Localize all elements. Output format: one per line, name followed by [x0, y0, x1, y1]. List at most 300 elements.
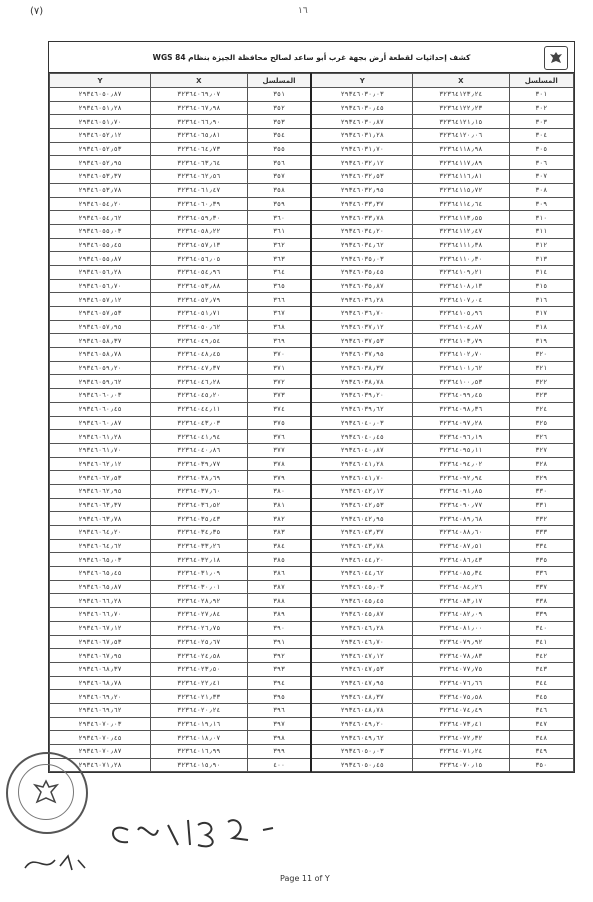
cell-x: ٣٢٣٦٤٠٨٥٫٣٤ — [413, 567, 509, 581]
table-row — [50, 334, 574, 348]
cell-y: ٢٩٣٤٦٠٣٧٫١٢ — [311, 320, 412, 334]
cell-y: ٢٩٣٤٦٠٥٧٫١٢ — [50, 293, 151, 307]
table-row — [50, 594, 574, 608]
cell-y: ٢٩٣٤٦٠٧٠٫٨٧ — [50, 745, 151, 759]
cell-x: ٣٢٣٦٤٠٦٢٫٥٦ — [151, 170, 247, 184]
cell-x: ٣٢٣٦٤١٠٣٫٧٩ — [413, 334, 509, 348]
cell-serial: ٣٣٨ — [509, 594, 574, 608]
table-row — [50, 580, 574, 594]
table-row — [50, 745, 574, 759]
table-row — [50, 170, 574, 184]
cell-y: ٢٩٣٤٦٠٣٥٫٤٥ — [311, 265, 412, 279]
cell-y: ٢٩٣٤٦٠٣٥٫٠٣ — [311, 252, 412, 266]
document-title: كشف إحداثيات لقطعة أرض بجهة غرب أبو ساعد لصالح محافظة الجيزة بنظام WGS 84 — [152, 52, 471, 62]
coordinates-table-frame — [48, 41, 575, 773]
cell-y: ٢٩٣٤٦٠٦٧٫٩٥ — [50, 649, 151, 663]
cell-x: ٣٢٣٦٤١٢١٫١٥ — [413, 115, 509, 129]
cell-y: ٢٩٣٤٦٠٣٤٫٦٢ — [311, 238, 412, 252]
cell-serial: ٣٤٣ — [509, 662, 574, 676]
cell-serial: ٣٦٨ — [247, 320, 311, 334]
cell-serial: ٣٣٩ — [509, 608, 574, 622]
cell-x: ٣٢٣٦٤١٠٥٫٩٦ — [413, 307, 509, 321]
cell-serial: ٣٣٠ — [509, 484, 574, 498]
cell-x: ٣٢٣٦٤٠١٦٫٩٩ — [151, 745, 247, 759]
cell-serial: ٣٢٤ — [509, 402, 574, 416]
cell-y: ٢٩٣٤٦٠٥٥٫٨٧ — [50, 252, 151, 266]
cell-y: ٢٩٣٤٦٠٣١٫٢٨ — [311, 129, 412, 143]
cell-x: ٣٢٣٦٤٠٧٦٫٦٦ — [413, 676, 509, 690]
cell-y: ٢٩٣٤٦٠٣٩٫٢٠ — [311, 389, 412, 403]
cell-y: ٢٩٣٤٦٠٥٢٫١٢ — [50, 129, 151, 143]
cell-y: ٢٩٣٤٦٠٦٩٫٦٢ — [50, 703, 151, 717]
cell-serial: ٣١٧ — [509, 307, 574, 321]
cell-x: ٣٢٣٦٤٠٧٣٫٤١ — [413, 717, 509, 731]
cell-y: ٢٩٣٤٦٠٦٩٫٢٠ — [50, 690, 151, 704]
cell-y: ٢٩٣٤٦٠٣٩٫٦٢ — [311, 402, 412, 416]
cell-x: ٣٢٣٦٤٠٢٧٫٨٤ — [151, 608, 247, 622]
cell-y: ٢٩٣٤٦٠٥٢٫٩٥ — [50, 156, 151, 170]
table-row — [50, 402, 574, 416]
cell-serial: ٣٩٥ — [247, 690, 311, 704]
cell-serial: ٣٩٢ — [247, 649, 311, 663]
cell-y: ٢٩٣٤٦٠٣٨٫٧٨ — [311, 375, 412, 389]
table-row — [50, 320, 574, 334]
cell-serial: ٣٨٦ — [247, 567, 311, 581]
cell-x: ٣٢٣٦٤٠٦٤٫٧٣ — [151, 142, 247, 156]
cell-y: ٢٩٣٤٦٠٣٢٫٥٣ — [311, 170, 412, 184]
cell-x: ٣٢٣٦٤٠٢٢٫٤١ — [151, 676, 247, 690]
cell-y: ٢٩٣٤٦٠٤٥٫٨٧ — [311, 608, 412, 622]
page-corner-number: (٧) — [30, 6, 44, 17]
cell-serial: ٣٢٦ — [509, 430, 574, 444]
table-row — [50, 676, 574, 690]
cell-y: ٢٩٣٤٦٠٤٢٫١٢ — [311, 484, 412, 498]
cell-serial: ٣٨٣ — [247, 526, 311, 540]
cell-serial: ٣٠٥ — [509, 142, 574, 156]
cell-y: ٢٩٣٤٦٠٤٥٫٤٥ — [311, 594, 412, 608]
cell-serial: ٣٦٧ — [247, 307, 311, 321]
cell-x: ٣٢٣٦٤٠٢٠٫٢٤ — [151, 703, 247, 717]
cell-x: ٣٢٣٦٤٠٢٤٫٥٨ — [151, 649, 247, 663]
cell-y: ٢٩٣٤٦٠٦٤٫٢٠ — [50, 526, 151, 540]
cell-x: ٣٢٣٦٤١١٤٫٦٤ — [413, 197, 509, 211]
cell-x: ٣٢٣٦٤٠٦١٫٤٧ — [151, 183, 247, 197]
cell-x: ٣٢٣٦٤٠٧١٫٢٤ — [413, 745, 509, 759]
cell-serial: ٣٧٨ — [247, 457, 311, 471]
cell-y: ٢٩٣٤٦٠٤٢٫٥٣ — [311, 498, 412, 512]
cell-x: ٣٢٣٦٤٠٩٨٫٣٦ — [413, 402, 509, 416]
cell-y: ٢٩٣٤٦٠٥٧٫٩٥ — [50, 320, 151, 334]
cell-serial: ٣٣٤ — [509, 539, 574, 553]
cell-x: ٣٢٣٦٤٠٨٤٫٢٦ — [413, 580, 509, 594]
table-row — [50, 484, 574, 498]
table-row — [50, 416, 574, 430]
table-row — [50, 238, 574, 252]
cell-y: ٢٩٣٤٦٠٥٠٫٤٥ — [311, 758, 412, 772]
cell-y: ٢٩٣٤٦٠٥١٫٧٠ — [50, 115, 151, 129]
cell-y: ٢٩٣٤٦٠٤٦٫٧٠ — [311, 635, 412, 649]
cell-serial: ٣٠٨ — [509, 183, 574, 197]
cell-y: ٢٩٣٤٦٠٦٢٫٥٣ — [50, 471, 151, 485]
table-row — [50, 703, 574, 717]
cell-y: ٢٩٣٤٦٠٦٣٫٧٨ — [50, 512, 151, 526]
cell-y: ٢٩٣٤٦٠٣٢٫٩٥ — [311, 183, 412, 197]
cell-x: ٣٢٣٦٤١٠٨٫١٣ — [413, 279, 509, 293]
cell-serial: ٣٥١ — [247, 88, 311, 102]
cell-x: ٣٢٣٦٤٠٩٠٫٧٧ — [413, 498, 509, 512]
cell-serial: ٤٠٠ — [247, 758, 311, 772]
eagle-emblem-icon — [544, 46, 568, 70]
table-row — [50, 252, 574, 266]
cell-x: ٣٢٣٦٤٠٤٨٫٤٥ — [151, 348, 247, 362]
cell-serial: ٣٧٢ — [247, 375, 311, 389]
cell-x: ٣٢٣٦٤٠١٨٫٠٧ — [151, 731, 247, 745]
cell-y: ٢٩٣٤٦٠٤٧٫٩٥ — [311, 676, 412, 690]
cell-y: ٢٩٣٤٦٠٤٠٫٤٥ — [311, 430, 412, 444]
cell-x: ٣٢٣٦٤٠٨٣٫١٧ — [413, 594, 509, 608]
table-row — [50, 88, 574, 102]
cell-serial: ٣٩٨ — [247, 731, 311, 745]
cell-x: ٣٢٣٦٤٠٨٩٫٦٨ — [413, 512, 509, 526]
cell-y: ٢٩٣٤٦٠٥٢٫٥٣ — [50, 142, 151, 156]
cell-x: ٣٢٣٦٤٠٥٠٫٦٢ — [151, 320, 247, 334]
cell-y: ٢٩٣٤٦٠٥٥٫٤٥ — [50, 238, 151, 252]
cell-x: ٣٢٣٦٤٠٣٩٫٧٧ — [151, 457, 247, 471]
title-bar — [49, 42, 574, 73]
cell-x: ٣٢٣٦٤١٠١٫٦٢ — [413, 361, 509, 375]
cell-serial: ٣١٩ — [509, 334, 574, 348]
cell-y: ٢٩٣٤٦٠٣٥٫٨٧ — [311, 279, 412, 293]
cell-x: ٣٢٣٦٤٠٥١٫٧١ — [151, 307, 247, 321]
table-row — [50, 553, 574, 567]
table-row — [50, 690, 574, 704]
cell-x: ٣٢٣٦٤٠٩٦٫١٩ — [413, 430, 509, 444]
cell-x: ٣٢٣٦٤٠٢٣٫٥٠ — [151, 662, 247, 676]
cell-x: ٣٢٣٦٤٠٤٦٫٢٨ — [151, 375, 247, 389]
cell-x: ٣٢٣٦٤٠٥٨٫٢٢ — [151, 224, 247, 238]
handwritten-initials — [20, 848, 90, 878]
page-top-number: ١٦ — [298, 6, 308, 16]
cell-y: ٢٩٣٤٦٠٤٨٫٧٨ — [311, 703, 412, 717]
cell-x: ٣٢٣٦٤٠٧٠٫١٥ — [413, 758, 509, 772]
cell-serial: ٣٧٦ — [247, 430, 311, 444]
cell-y: ٢٩٣٤٦٠٣٧٫٥٣ — [311, 334, 412, 348]
table-body — [50, 88, 574, 772]
cell-x: ٣٢٣٦٤٠٥٣٫٨٨ — [151, 279, 247, 293]
cell-serial: ٣٥٩ — [247, 197, 311, 211]
cell-x: ٣٢٣٦٤١٠٩٫٢١ — [413, 265, 509, 279]
cell-x: ٣٢٣٦٤٠٨٦٫٤٣ — [413, 553, 509, 567]
official-stamp — [6, 752, 88, 834]
cell-serial: ٣٤٩ — [509, 745, 574, 759]
table-header-row — [50, 74, 574, 88]
cell-serial: ٣٩٠ — [247, 621, 311, 635]
cell-serial: ٣٢٧ — [509, 443, 574, 457]
cell-serial: ٣١٠ — [509, 211, 574, 225]
cell-serial: ٣٠٦ — [509, 156, 574, 170]
cell-y: ٢٩٣٤٦٠٦٥٫٤٥ — [50, 567, 151, 581]
cell-x: ٣٢٣٦٤١١٦٫٨١ — [413, 170, 509, 184]
cell-y: ٢٩٣٤٦٠٥٨٫٧٨ — [50, 348, 151, 362]
cell-x: ٣٢٣٦٤١٢٢٫٢٣ — [413, 101, 509, 115]
eagle-seal-glyph — [31, 777, 61, 807]
table-row — [50, 649, 574, 663]
header-serial-right: المسلسل — [509, 74, 574, 88]
cell-serial: ٣٤٤ — [509, 676, 574, 690]
table-row — [50, 375, 574, 389]
cell-x: ٣٢٣٦٤٠٤٠٫٨٦ — [151, 443, 247, 457]
coordinates-table — [49, 73, 574, 772]
cell-serial: ٣٦٤ — [247, 265, 311, 279]
cell-y: ٢٩٣٤٦٠٦٨٫٧٨ — [50, 676, 151, 690]
cell-serial: ٣٥٤ — [247, 129, 311, 143]
cell-y: ٢٩٣٤٦٠٤٣٫٧٨ — [311, 539, 412, 553]
cell-x: ٣٢٣٦٤٠٧٧٫٧٥ — [413, 662, 509, 676]
table-row — [50, 758, 574, 772]
cell-x: ٣٢٣٦٤٠٤٧٫٣٧ — [151, 361, 247, 375]
cell-x: ٣٢٣٦٤٠٣٠٫٠١ — [151, 580, 247, 594]
cell-y: ٢٩٣٤٦٠٦٦٫٢٨ — [50, 594, 151, 608]
cell-x: ٣٢٣٦٤٠٦٠٫٣٩ — [151, 197, 247, 211]
cell-x: ٣٢٣٦٤٠٧٩٫٩٢ — [413, 635, 509, 649]
cell-y: ٢٩٣٤٦٠٣٦٫٢٨ — [311, 293, 412, 307]
cell-y: ٢٩٣٤٦٠٣٠٫٠٣ — [311, 88, 412, 102]
cell-serial: ٣٢٥ — [509, 416, 574, 430]
cell-x: ٣٢٣٦٤٠٥٤٫٩٦ — [151, 265, 247, 279]
cell-x: ٣٢٣٦٤٠٩١٫٨٥ — [413, 484, 509, 498]
eagle-emblem-icon-glyph — [548, 50, 564, 66]
cell-x: ٣٢٣٦٤٠٥٧٫١٣ — [151, 238, 247, 252]
cell-y: ٢٩٣٤٦٠٧١٫٢٨ — [50, 758, 151, 772]
page-footer: Page 11 of Y — [280, 874, 330, 883]
cell-serial: ٣١٢ — [509, 238, 574, 252]
cell-y: ٢٩٣٤٦٠٦٢٫٩٥ — [50, 484, 151, 498]
cell-x: ٣٢٣٦٤١١٣٫٥٥ — [413, 211, 509, 225]
cell-serial: ٣٠٢ — [509, 101, 574, 115]
cell-x: ٣٢٣٦٤٠٤٩٫٥٤ — [151, 334, 247, 348]
table-row — [50, 293, 574, 307]
cell-y: ٢٩٣٤٦٠٥٠٫٨٧ — [50, 88, 151, 102]
cell-x: ٣٢٣٦٤١١٢٫٤٧ — [413, 224, 509, 238]
cell-serial: ٣٦١ — [247, 224, 311, 238]
cell-serial: ٣٩٧ — [247, 717, 311, 731]
cell-serial: ٣٩٣ — [247, 662, 311, 676]
cell-serial: ٣٤٢ — [509, 649, 574, 663]
cell-serial: ٣٣٢ — [509, 512, 574, 526]
cell-serial: ٣٨١ — [247, 498, 311, 512]
cell-serial: ٣٢٩ — [509, 471, 574, 485]
cell-serial: ٣٩٤ — [247, 676, 311, 690]
cell-y: ٢٩٣٤٦٠٥٤٫٦٢ — [50, 211, 151, 225]
cell-serial: ٣٨٨ — [247, 594, 311, 608]
table-row — [50, 197, 574, 211]
table-row — [50, 498, 574, 512]
cell-y: ٢٩٣٤٦٠٥٩٫٢٠ — [50, 361, 151, 375]
cell-x: ٣٢٣٦٤٠٩٧٫٢٨ — [413, 416, 509, 430]
cell-serial: ٣٤٠ — [509, 621, 574, 635]
cell-x: ٣٢٣٦٤٠٣٧٫٦٠ — [151, 484, 247, 498]
cell-serial: ٣١٦ — [509, 293, 574, 307]
cell-y: ٢٩٣٤٦٠٤١٫٧٠ — [311, 471, 412, 485]
header-x-left: X — [151, 74, 247, 88]
table-row — [50, 129, 574, 143]
cell-y: ٢٩٣٤٦٠٥٧٫٥٣ — [50, 307, 151, 321]
cell-serial: ٣٢٣ — [509, 389, 574, 403]
cell-x: ٣٢٣٦٤٠٨١٫٠٠ — [413, 621, 509, 635]
cell-y: ٢٩٣٤٦٠٥٣٫٣٧ — [50, 170, 151, 184]
cell-x: ٣٢٣٦٤١١٠٫٣٠ — [413, 252, 509, 266]
cell-serial: ٣٧٥ — [247, 416, 311, 430]
cell-y: ٢٩٣٤٦٠٥٥٫٠٣ — [50, 224, 151, 238]
cell-y: ٢٩٣٤٦٠٥٩٫٦٢ — [50, 375, 151, 389]
cell-y: ٢٩٣٤٦٠٤٠٫٠٣ — [311, 416, 412, 430]
header-serial-left: المسلسل — [247, 74, 311, 88]
cell-x: ٣٢٣٦٤٠١٥٫٩٠ — [151, 758, 247, 772]
table-row — [50, 471, 574, 485]
cell-x: ٣٢٣٦٤٠٥٢٫٧٩ — [151, 293, 247, 307]
cell-x: ٣٢٣٦٤٠٨٨٫٦٠ — [413, 526, 509, 540]
cell-serial: ٣٣٣ — [509, 526, 574, 540]
cell-x: ٣٢٣٦٤٠٩٥٫١١ — [413, 443, 509, 457]
cell-serial: ٣٥٣ — [247, 115, 311, 129]
cell-x: ٣٢٣٦٤٠٧٥٫٥٨ — [413, 690, 509, 704]
cell-y: ٢٩٣٤٦٠٤٦٫٢٨ — [311, 621, 412, 635]
table-row — [50, 621, 574, 635]
cell-x: ٣٢٣٦٤٠١٩٫١٦ — [151, 717, 247, 731]
cell-y: ٢٩٣٤٦٠٥٤٫٢٠ — [50, 197, 151, 211]
cell-y: ٢٩٣٤٦٠٤٧٫٥٣ — [311, 662, 412, 676]
cell-x: ٣٢٣٦٤٠٦٥٫٨١ — [151, 129, 247, 143]
cell-x: ٣٢٣٦٤١٢٠٫٠٦ — [413, 129, 509, 143]
table-row — [50, 142, 574, 156]
cell-x: ٣٢٣٦٤٠٥٦٫٠٥ — [151, 252, 247, 266]
cell-x: ٣٢٣٦٤٠٧٨٫٨٣ — [413, 649, 509, 663]
cell-y: ٢٩٣٤٦٠٣٢٫١٢ — [311, 156, 412, 170]
cell-serial: ٣٤٥ — [509, 690, 574, 704]
cell-y: ٢٩٣٤٦٠٦٠٫٤٥ — [50, 402, 151, 416]
cell-x: ٣٢٣٦٤٠٢٦٫٧٥ — [151, 621, 247, 635]
eagle-seal-icon — [18, 764, 74, 820]
table-row — [50, 389, 574, 403]
cell-serial: ٣٤١ — [509, 635, 574, 649]
cell-serial: ٣٤٦ — [509, 703, 574, 717]
cell-serial: ٣٦٥ — [247, 279, 311, 293]
cell-x: ٣٢٣٦٤٠٧٢٫٣٢ — [413, 731, 509, 745]
cell-x: ٣٢٣٦٤٠٦٣٫٦٤ — [151, 156, 247, 170]
table-row — [50, 348, 574, 362]
cell-serial: ٣٧١ — [247, 361, 311, 375]
cell-x: ٣٢٣٦٤٠٩٤٫٠٢ — [413, 457, 509, 471]
cell-x: ٣٢٣٦٤٠٦٦٫٩٠ — [151, 115, 247, 129]
cell-serial: ٣٨٩ — [247, 608, 311, 622]
cell-x: ٣٢٣٦٤٠٢٥٫٦٧ — [151, 635, 247, 649]
cell-y: ٢٩٣٤٦٠٧٠٫٤٥ — [50, 731, 151, 745]
cell-y: ٢٩٣٤٦٠٤٨٫٣٧ — [311, 690, 412, 704]
cell-y: ٢٩٣٤٦٠٥٠٫٠٣ — [311, 745, 412, 759]
table-row — [50, 430, 574, 444]
cell-x: ٣٢٣٦٤٠٣٦٫٥٢ — [151, 498, 247, 512]
cell-y: ٢٩٣٤٦٠٦٧٫٥٣ — [50, 635, 151, 649]
cell-y: ٢٩٣٤٦٠٦٠٫٨٧ — [50, 416, 151, 430]
cell-serial: ٣٨٢ — [247, 512, 311, 526]
cell-serial: ٣٥٠ — [509, 758, 574, 772]
cell-serial: ٣٠٣ — [509, 115, 574, 129]
cell-x: ٣٢٣٦٤١١٥٫٧٢ — [413, 183, 509, 197]
cell-x: ٣٢٣٦٤٠٣٨٫٦٩ — [151, 471, 247, 485]
cell-y: ٢٩٣٤٦٠٣٣٫٣٧ — [311, 197, 412, 211]
cell-y: ٢٩٣٤٦٠٧٠٫٠٣ — [50, 717, 151, 731]
cell-x: ٣٢٣٦٤٠٥٩٫٣٠ — [151, 211, 247, 225]
cell-y: ٢٩٣٤٦٠٦١٫٧٠ — [50, 443, 151, 457]
cell-y: ٢٩٣٤٦٠٣٨٫٣٧ — [311, 361, 412, 375]
cell-y: ٢٩٣٤٦٠٦٥٫٠٣ — [50, 553, 151, 567]
cell-y: ٢٩٣٤٦٠٣٠٫٨٧ — [311, 115, 412, 129]
cell-x: ٣٢٣٦٤١١٧٫٨٩ — [413, 156, 509, 170]
cell-serial: ٣١٣ — [509, 252, 574, 266]
cell-serial: ٣٩١ — [247, 635, 311, 649]
cell-serial: ٣٧٣ — [247, 389, 311, 403]
cell-y: ٢٩٣٤٦٠٦٣٫٣٧ — [50, 498, 151, 512]
table-row — [50, 457, 574, 471]
table-row — [50, 512, 574, 526]
cell-serial: ٣٥٧ — [247, 170, 311, 184]
cell-y: ٢٩٣٤٦٠٤٣٫٣٧ — [311, 526, 412, 540]
cell-serial: ٣٤٧ — [509, 717, 574, 731]
header-y-left: Y — [50, 74, 151, 88]
table-row — [50, 443, 574, 457]
cell-serial: ٣٣٥ — [509, 553, 574, 567]
cell-x: ٣٢٣٦٤١٠٧٫٠٤ — [413, 293, 509, 307]
table-row — [50, 224, 574, 238]
cell-x: ٣٢٣٦٤٠٤٤٫١١ — [151, 402, 247, 416]
cell-x: ٣٢٣٦٤٠٣٤٫٣٥ — [151, 526, 247, 540]
table-row — [50, 307, 574, 321]
cell-x: ٣٢٣٦٤٠٣١٫٠٩ — [151, 567, 247, 581]
table-row — [50, 115, 574, 129]
table-row — [50, 717, 574, 731]
cell-x: ٣٢٣٦٤٠٦٩٫٠٧ — [151, 88, 247, 102]
cell-y: ٢٩٣٤٦٠٥٦٫٧٠ — [50, 279, 151, 293]
cell-y: ٢٩٣٤٦٠٣٦٫٧٠ — [311, 307, 412, 321]
cell-x: ٣٢٣٦٤١٠٢٫٧٠ — [413, 348, 509, 362]
cell-y: ٢٩٣٤٦٠٣٠٫٤٥ — [311, 101, 412, 115]
cell-x: ٣٢٣٦٤٠٩٢٫٩٤ — [413, 471, 509, 485]
cell-y: ٢٩٣٤٦٠٦٨٫٣٧ — [50, 662, 151, 676]
table-row — [50, 279, 574, 293]
cell-x: ٣٢٣٦٤٠٢٨٫٩٢ — [151, 594, 247, 608]
cell-serial: ٣٦٩ — [247, 334, 311, 348]
cell-y: ٢٩٣٤٦٠٣٤٫٢٠ — [311, 224, 412, 238]
cell-serial: ٣٣٧ — [509, 580, 574, 594]
cell-serial: ٣٠٤ — [509, 129, 574, 143]
cell-serial: ٣٩٦ — [247, 703, 311, 717]
table-row — [50, 211, 574, 225]
cell-y: ٢٩٣٤٦٠٤٧٫١٢ — [311, 649, 412, 663]
cell-y: ٢٩٣٤٦٠٣٧٫٩٥ — [311, 348, 412, 362]
cell-y: ٢٩٣٤٦٠٤٤٫٦٢ — [311, 567, 412, 581]
cell-serial: ٣٠٩ — [509, 197, 574, 211]
cell-y: ٢٩٣٤٦٠٥٦٫٢٨ — [50, 265, 151, 279]
table-row — [50, 662, 574, 676]
table-row — [50, 101, 574, 115]
cell-x: ٣٢٣٦٤١١٨٫٩٨ — [413, 142, 509, 156]
cell-y: ٢٩٣٤٦٠٤٥٫٠٣ — [311, 580, 412, 594]
cell-y: ٢٩٣٤٦٠٤٢٫٩٥ — [311, 512, 412, 526]
cell-x: ٣٢٣٦٤٠٤٣٫٠٣ — [151, 416, 247, 430]
cell-serial: ٣٧٤ — [247, 402, 311, 416]
cell-serial: ٣٩٩ — [247, 745, 311, 759]
cell-y: ٢٩٣٤٦٠٤٠٫٨٧ — [311, 443, 412, 457]
